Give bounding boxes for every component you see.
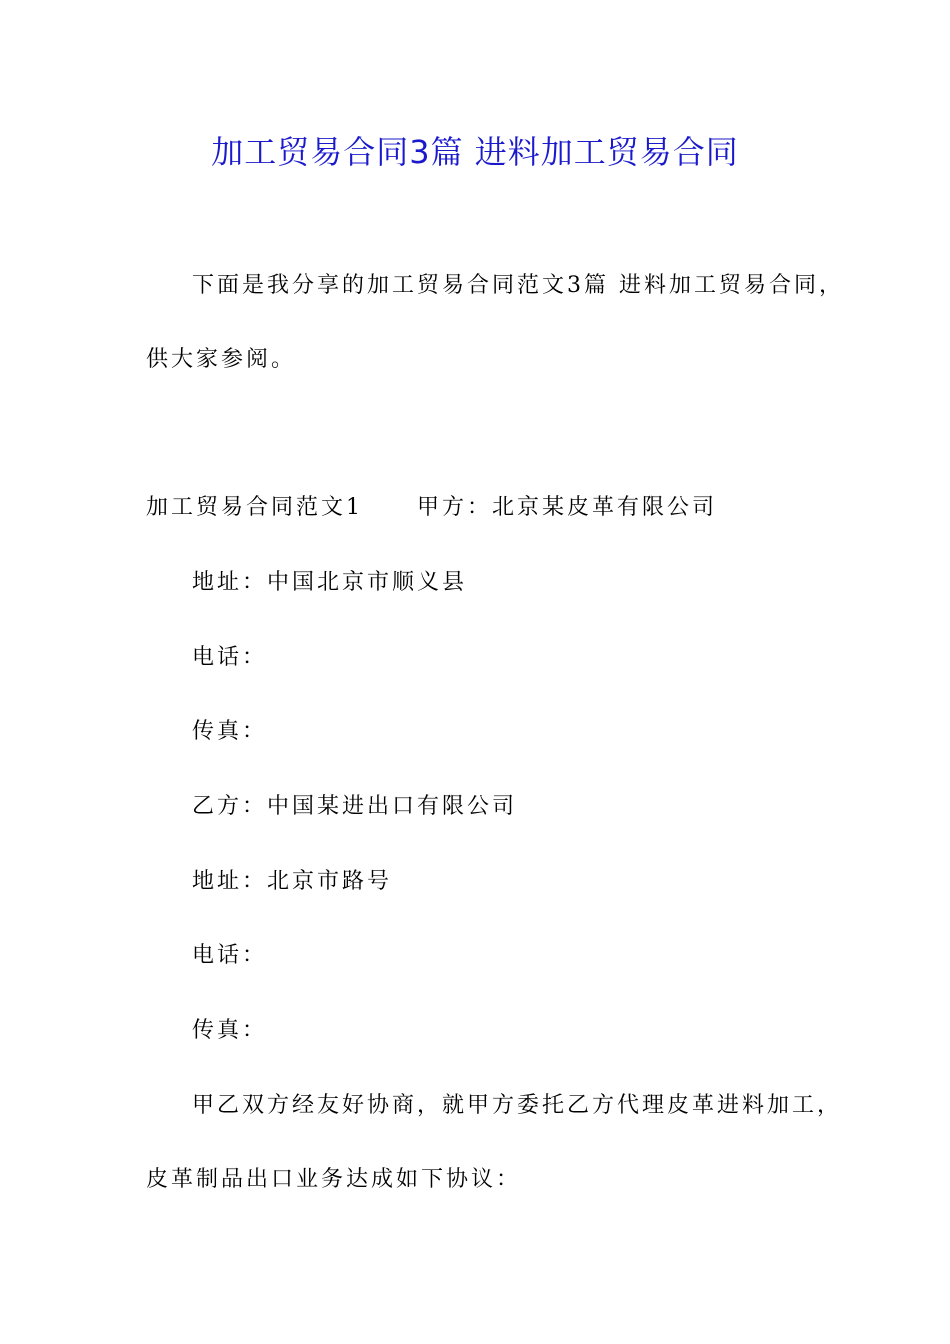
party-a-address: 地址：中国北京市顺义县 (192, 570, 468, 595)
intro-paragraph-line-2: 供大家参阅。 (146, 347, 297, 372)
document-title: 加工贸易合同3篇 进料加工贸易合同 (211, 133, 739, 171)
agreement-paragraph-line-2: 皮革制品出口业务达成如下协议： (146, 1167, 522, 1192)
party-a-name: 甲方：北京某皮革有限公司 (417, 495, 718, 520)
party-a-phone: 电话： (192, 645, 268, 670)
party-b-address: 地址：北京市路号 (192, 869, 393, 894)
intro-paragraph-line-1: 下面是我分享的加工贸易合同范文3篇 进料加工贸易合同， (192, 273, 844, 298)
section-heading: 加工贸易合同范文1 (146, 495, 363, 520)
section-heading-row (146, 490, 717, 526)
party-b-name: 乙方：中国某进出口有限公司 (192, 794, 518, 819)
agreement-paragraph-line-1: 甲乙双方经友好协商，就甲方委托乙方代理皮革进料加工， (192, 1093, 843, 1118)
party-b-phone: 电话： (192, 943, 268, 968)
party-b-fax: 传真： (192, 1018, 268, 1043)
party-a-fax: 传真： (192, 719, 268, 744)
